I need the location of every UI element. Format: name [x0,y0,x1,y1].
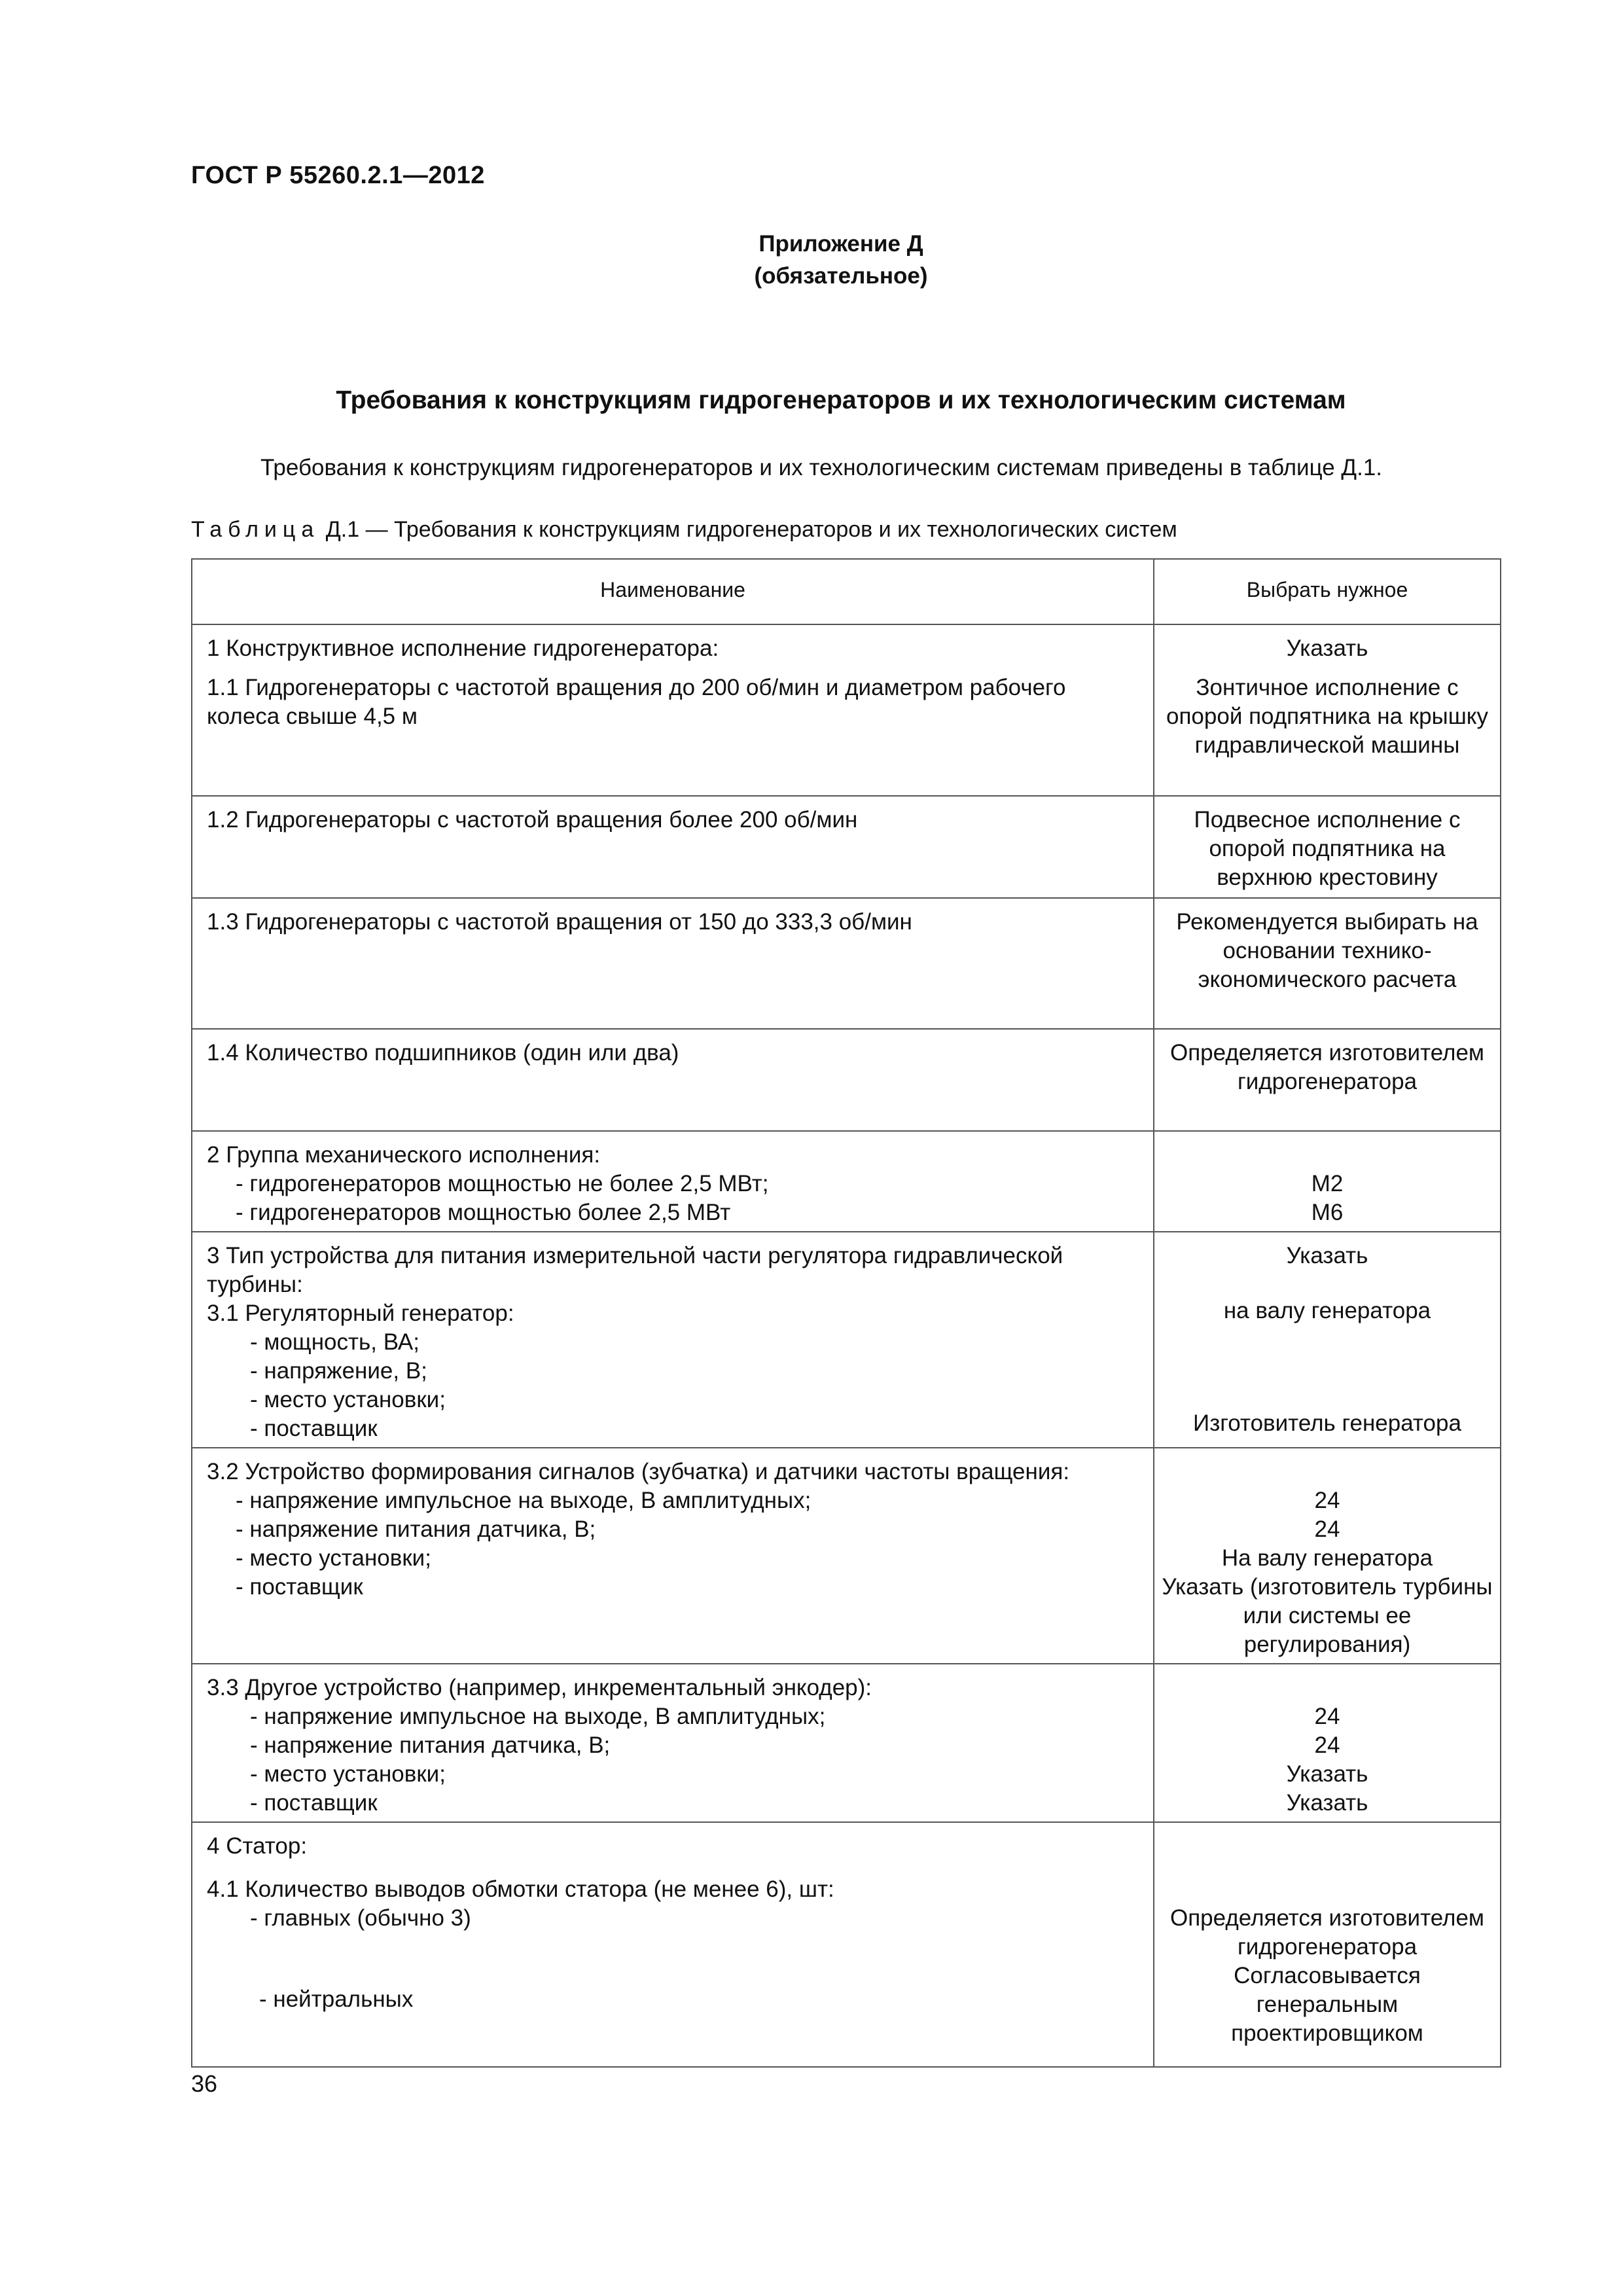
header-choose: Выбрать нужное [1154,559,1501,624]
row-text: 3.1 Регуляторный генератор: [207,1300,514,1326]
intro-paragraph: Требования к конструкциям гидрогенераторов и их технологическим системам приведены в таблице Д.1. [260,455,1383,480]
page-number: 36 [191,2070,218,2097]
table-caption-text: Д.1 — Требования к конструкциям гидрогенераторов и их технологических систем [325,517,1177,542]
row-name-cell [192,1664,1154,1822]
row-name-cell [192,796,1154,898]
header-name: Наименование [192,559,1154,624]
row-text: - нейтральных [259,1986,414,2012]
row-value-cell [1154,1232,1501,1448]
appendix-status: (обязательное) [754,263,928,289]
row-value-cell [1154,1029,1501,1131]
row-name-cell [192,1029,1154,1131]
row-value: Указать [1286,636,1368,661]
table-row [192,1448,1501,1664]
row-text: - поставщик [236,1574,363,1600]
row-text: - напряжение питания датчика, В; [236,1516,596,1542]
row-text: - гидрогенераторов мощностью не более 2,5 МВт; [236,1171,769,1196]
table-row [192,1029,1501,1131]
row-value: Изготовитель генератора [1193,1410,1461,1436]
row-text: - место установки; [250,1761,446,1787]
row-text: 4 Статор: [207,1833,308,1859]
row-value: Рекомендуется выбирать на основании технико-экономического расчета [1176,909,1478,992]
requirements-table [191,558,1501,2068]
row-value: Указать [1286,1761,1368,1787]
row-value-cell [1154,1448,1501,1664]
row-value: М2 [1311,1171,1344,1196]
row-value: 24 [1314,1516,1340,1542]
table-row [192,624,1501,796]
row-value: Зонтичное исполнение с опорой подпятника на крышку гидравлической машины [1166,675,1488,758]
row-text: 1.2 Гидрогенераторы с частотой вращения более 200 об/мин [207,807,858,833]
row-value-cell [1154,796,1501,898]
row-text: 3.2 Устройство формирования сигналов (зубчатка) и датчики частоты вращения: [207,1459,1070,1484]
row-value: Указать [1286,1243,1368,1268]
row-value: Определяется изготовителем гидрогенератора [1170,1905,1484,1960]
row-text: - напряжение импульсное на выходе, В амплитудных; [250,1704,826,1729]
row-value: Определяется изготовителем гидрогенератора [1170,1040,1484,1094]
table-header-row [192,559,1501,624]
table-row [192,898,1501,1029]
row-text: 1.4 Количество подшипников (один или два) [207,1040,679,1066]
row-text: 1.3 Гидрогенераторы с частотой вращения от 150 до 333,3 об/мин [207,909,912,935]
row-text: - напряжение питания датчика, В; [250,1732,611,1758]
row-name-cell [192,1448,1154,1664]
row-value-cell [1154,624,1501,796]
row-text: 4.1 Количество выводов обмотки статора (не менее 6), шт: [207,1876,834,1902]
row-text: - напряжение, В; [250,1358,427,1384]
row-value: 24 [1314,1732,1340,1758]
row-text: - гидрогенераторов мощностью более 2,5 МВт [236,1200,731,1225]
row-value-cell [1154,1822,1501,2067]
row-text: - поставщик [250,1790,378,1816]
row-value-cell [1154,1664,1501,1822]
row-name-cell [192,1131,1154,1232]
section-title: Требования к конструкциям гидрогенераторов и их технологическим системам [336,386,1346,414]
row-value: Согласовывается генеральным проектировщиком [1231,1963,1423,2046]
row-text: - напряжение импульсное на выходе, В амплитудных; [236,1488,812,1513]
row-text: - мощность, ВА; [250,1329,419,1355]
appendix-title: Приложение Д [758,231,923,257]
table-caption [191,517,1177,543]
row-text: 3 Тип устройства для питания измерительной части регулятора гидравлической турбины: [207,1243,1063,1297]
row-name-cell [192,1232,1154,1448]
row-value-cell [1154,898,1501,1029]
row-name-cell [192,898,1154,1029]
table-row [192,1664,1501,1822]
table-caption-word: Таблица [191,517,320,542]
row-name-cell [192,624,1154,796]
row-text: - главных (обычно 3) [250,1905,471,1931]
row-value: М6 [1311,1200,1344,1225]
row-value: Подвесное исполнение с опорой подпятника на верхнюю крестовину [1194,807,1461,890]
table-row [192,1131,1501,1232]
row-text: - поставщик [250,1416,378,1441]
row-text: 3.3 Другое устройство (например, инкрементальный энкодер): [207,1675,872,1700]
table-row [192,1822,1501,2067]
row-value: 24 [1314,1488,1340,1513]
row-value-cell [1154,1131,1501,1232]
row-text: 2 Группа механического исполнения: [207,1142,601,1168]
row-value: Указать (изготовитель турбины или системы ее регулирования) [1162,1574,1493,1657]
row-text: - место установки; [236,1545,431,1571]
row-name-cell [192,1822,1154,2067]
document-code: ГОСТ Р 55260.2.1—2012 [191,162,485,189]
table-row [192,1232,1501,1448]
row-value: На валу генератора [1221,1545,1433,1571]
row-text: - место установки; [250,1387,446,1412]
row-value: Указать [1286,1790,1368,1816]
table-row [192,796,1501,898]
row-value: 24 [1314,1704,1340,1729]
row-value: на валу генератора [1223,1298,1431,1323]
row-text: 1.1 Гидрогенераторы с частотой вращения до 200 об/мин и диаметром рабочего колеса свыше 4,5 м [207,675,1066,729]
row-text: 1 Конструктивное исполнение гидрогенератора: [207,636,719,661]
